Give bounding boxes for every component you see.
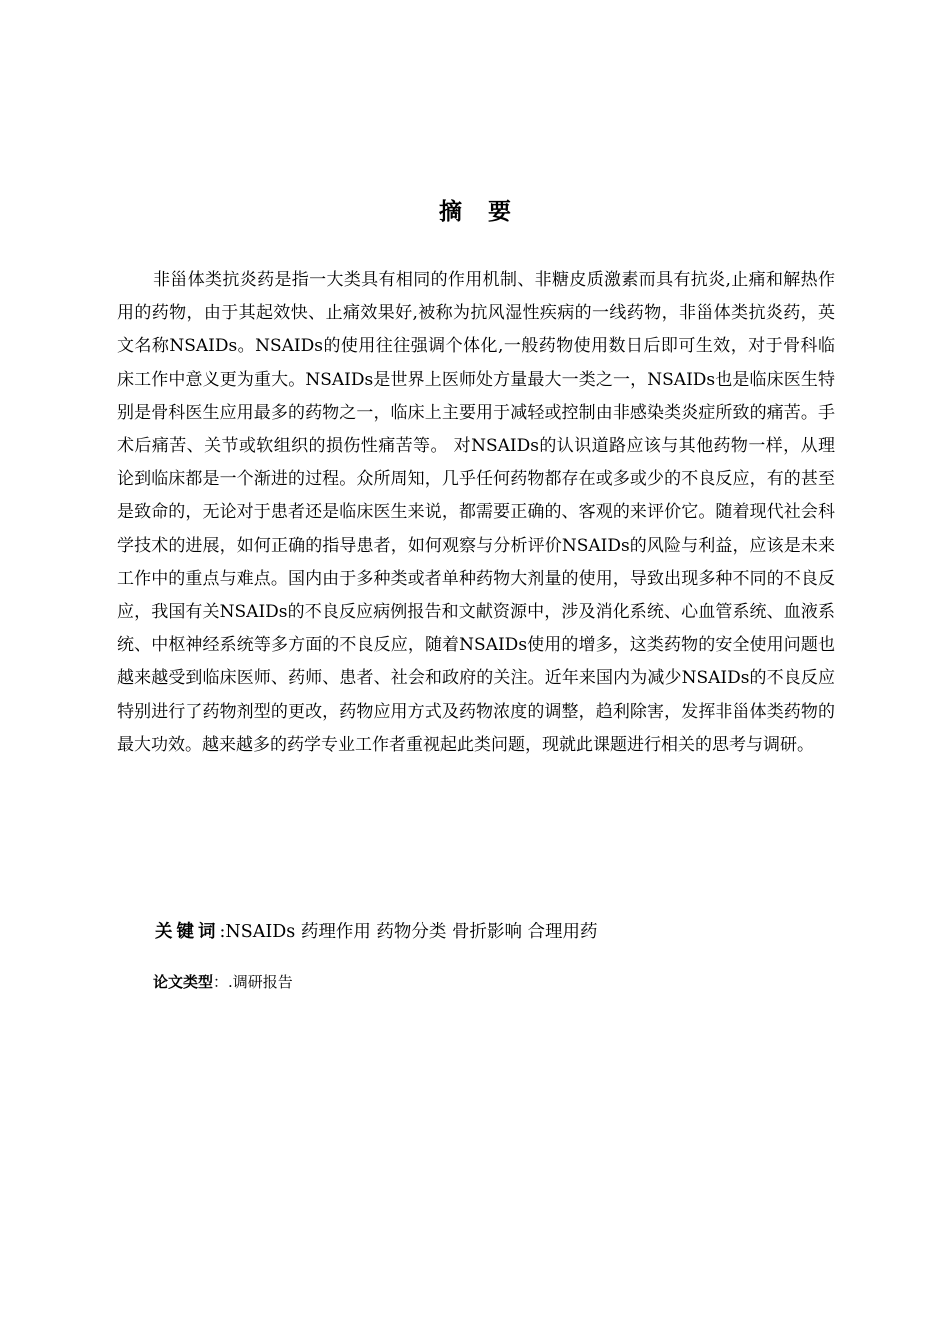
keywords-separator: :: [219, 922, 226, 942]
paper-type-line: [153, 971, 293, 992]
paper-type-value: .调研报告: [228, 973, 293, 991]
paper-type-label: 论文类型: [153, 973, 214, 991]
keywords-line: [155, 918, 598, 943]
keywords-value: NSAIDs 药理作用 药物分类 骨折影响 合理用药: [225, 922, 598, 942]
keywords-label: 关键词: [155, 922, 220, 942]
paper-type-separator: ：: [213, 973, 229, 991]
abstract-body: 非甾体类抗炎药是指一大类具有相同的作用机制、非糖皮质激素而具有抗炎,止痛和解热作用的药物，由于其起效快、止痛效果好,被称为抗风湿性疾病的一线药物，非甾体类抗炎药，英文名称NSAIDs。NSAIDs的使用往往强调个体化,一般药物使用数日后即可生效，对于骨科临床工作中意义更为重大。NSAIDs是世界上医师处方量最大一类之一，NSAIDs也是临床医生特别是骨科医生应用最多的药物之一，临床上主要用于减轻或控制由非感染类炎症所致的痛苦。手术后痛苦、关节或软组织的损伤性痛苦等。 对NSAIDs的认识道路应该与其他药物一样，从理论到临床都是一个渐进的过程。众所周知，几乎任何药物都存在或多或少的不良反应，有的甚至是致命的，无论对于患者还是临床医生来说，都需要正确的、客观的来评价它。随着现代社会科学技术的进展，如何正确的指导患者，如何观察与分析评价NSAIDs的风险与利益，应该是未来工作中的重点与难点。国内由于多种类或者单种药物大剂量的使用，导致出现多种不同的不良反应，我国有关NSAIDs的不良反应病例报告和文献资源中，涉及消化系统、心血管系统、血液系统、中枢神经系统等多方面的不良反应，随着NSAIDs使用的增多，这类药物的安全使用问题也越来越受到临床医师、药师、患者、社会和政府的关注。近年来国内为减少NSAIDs的不良反应特别进行了药物剂型的更改，药物应用方式及药物浓度的调整，趋利除害，发挥非甾体类药物的最大功效。越来越多的药学专业工作者重视起此类问题，现就此课题进行相关的思考与调研。: [117, 270, 835, 755]
abstract-title: 摘要: [439, 198, 537, 225]
